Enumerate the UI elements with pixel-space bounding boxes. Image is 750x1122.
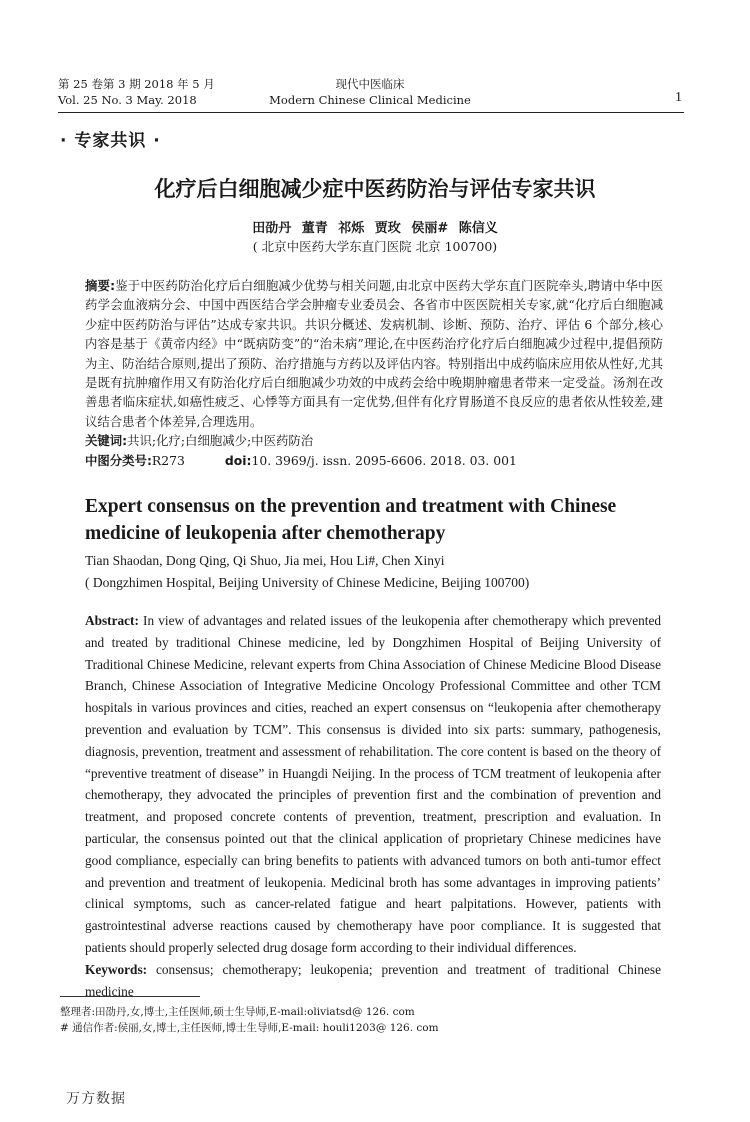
doi-label: doi: bbox=[224, 452, 252, 468]
doi-value: 10. 3969/j. issn. 2095-6606. 2018. 03. 001 bbox=[251, 452, 517, 468]
chinese-title: 化疗后白细胞减少症中医药防治与评估专家共识 bbox=[154, 177, 596, 201]
english-keywords-text: consensus; chemotherapy; leukopenia; prevention and treatment of traditional Chinese medicine bbox=[85, 961, 661, 999]
english-abstract-label: Abstract: bbox=[85, 613, 139, 628]
chinese-abstract bbox=[85, 276, 663, 431]
chinese-abstract-text: 鉴于中医药防治化疗后白细胞减少优势与相关问题,由北京中医药大学东直门医院牵头,聘请中华中医药学会血液病分会、中国中西医结合学会肿瘤专业委员会、各省市中医医院相关专家,就“化疗后白细胞减少症中医药防治与评估”达成专家共识。共识分概述、发病机制、诊断、预防、治疗、评估 6 个部分,核心内容是基于《黄帝内经》中“既病防变”的“治未病”理论,在中医药治疗化疗后白细胞减少过程中,提倡预防为主、防治结合原则,提出了预防、治疗措施与方药以及评估内容。特别指出中成药临床应用依从性好,尤其是既有抗肿瘤作用又有防治化疗后白细胞减少功效的中成药会给中晚期肿瘤患者带来一定受益。汤剂在改善患者临床症状,如癌性疲乏、心悸等方面具有一定优势,但伴有化疗胃肠道不良反应的患者依从性较差,建议结合患者个体差异,合理选用。 bbox=[85, 278, 663, 429]
journal-name-en: Modern Chinese Clinical Medicine bbox=[269, 93, 471, 107]
footnote-first-author: 整理者:田劭丹,女,博士,主任医师,硕士生导师,E-mail:oliviatsd@ 126. com bbox=[60, 1006, 415, 1018]
english-abstract bbox=[85, 610, 661, 959]
chinese-affiliation: ( 北京中医药大学东直门医院 北京 100700) bbox=[252, 239, 498, 254]
section-label: · 专家共识 · bbox=[60, 131, 161, 151]
chinese-keywords-text: 共识;化疗;白细胞减少;中医药防治 bbox=[127, 433, 314, 449]
running-header-volume bbox=[58, 76, 215, 108]
footnotes bbox=[60, 1004, 680, 1036]
classification-line bbox=[85, 451, 663, 470]
page-number: 1 bbox=[675, 90, 682, 105]
chinese-abstract-block bbox=[85, 276, 663, 470]
chinese-authors: 田劭丹 董青 祁烁 贾玫 侯丽# 陈信义 bbox=[252, 221, 498, 236]
english-title: Expert consensus on the prevention and treatment with Chinese medicine of leukopenia after chemotherapy bbox=[85, 496, 617, 544]
journal-name-cn: 现代中医临床 bbox=[335, 77, 405, 91]
english-authors: Tian Shaodan, Dong Qing, Qi Shuo, Jia mei, Hou Li#, Chen Xinyi bbox=[85, 553, 445, 568]
header-divider bbox=[58, 112, 684, 113]
volume-cn: 第 25 卷第 3 期 2018 年 5 月 bbox=[58, 77, 215, 91]
running-header-journal bbox=[240, 76, 500, 108]
clc-label: 中图分类号: bbox=[85, 452, 152, 468]
chinese-abstract-label: 摘要: bbox=[85, 278, 116, 293]
chinese-keywords bbox=[85, 431, 663, 450]
volume-en: Vol. 25 No. 3 May. 2018 bbox=[58, 93, 197, 107]
english-abstract-text: In view of advantages and related issues of the leukopenia after chemotherapy which prevented and treated by traditional Chinese medicine, led by Dongzhimen Hospital of Beijing University of Traditional Chinese Medicine, relevant experts from China Association of Chinese Medicine Blood Disease Branch, Chinese Association of Integrative Medicine Oncology Professional Committee and other TCM hospitals in various provinces and cities, reached an expert consensus on “leukopenia after chemotherapy prevention and evaluation by TCM”. This consensus is divided into six parts: summary, pathogenesis, diagnosis, prevention, treatment and assessment of rehabilitation. The core content is based on the theory of “preventive treatment of disease” in Huangdi Neijing. In the process of TCM treatment of leukopenia after chemotherapy, they advocated the principles of prevention first and the combination of prevention and treatment, and proposed concrete contents of prevention, treatment, prescription and evaluation. In particular, the consensus pointed out that the clinical application of proprietary Chinese medicines have good compliance, especially can bring benefits to patients with advanced tumors on both anti-tumor effect and prevention and treatment of leukopenia. Medicinal broth has some advantages in improving patients’ clinical symptoms, such as cancer-related fatigue and heart palpitations. However, patients with gastrointestinal adverse reactions caused by chemotherapy have poor compliance. It is suggested that patients should properly selected drug dosage form according to their individual differences. bbox=[85, 613, 661, 955]
footnote-divider bbox=[60, 996, 200, 997]
english-abstract-block bbox=[85, 610, 661, 1002]
english-keywords-label: Keywords: bbox=[85, 961, 148, 977]
footnote-corresponding-author: # 通信作者:侯丽,女,博士,主任医师,博士生导师,E-mail: houli1203@ 126. com bbox=[60, 1022, 439, 1034]
clc-code: R273 bbox=[151, 452, 185, 468]
chinese-keywords-label: 关键词: bbox=[85, 433, 128, 449]
watermark-logo: 万方数据 bbox=[66, 1091, 126, 1107]
english-affiliation: ( Dongzhimen Hospital, Beijing University of Chinese Medicine, Beijing 100700) bbox=[85, 575, 530, 590]
